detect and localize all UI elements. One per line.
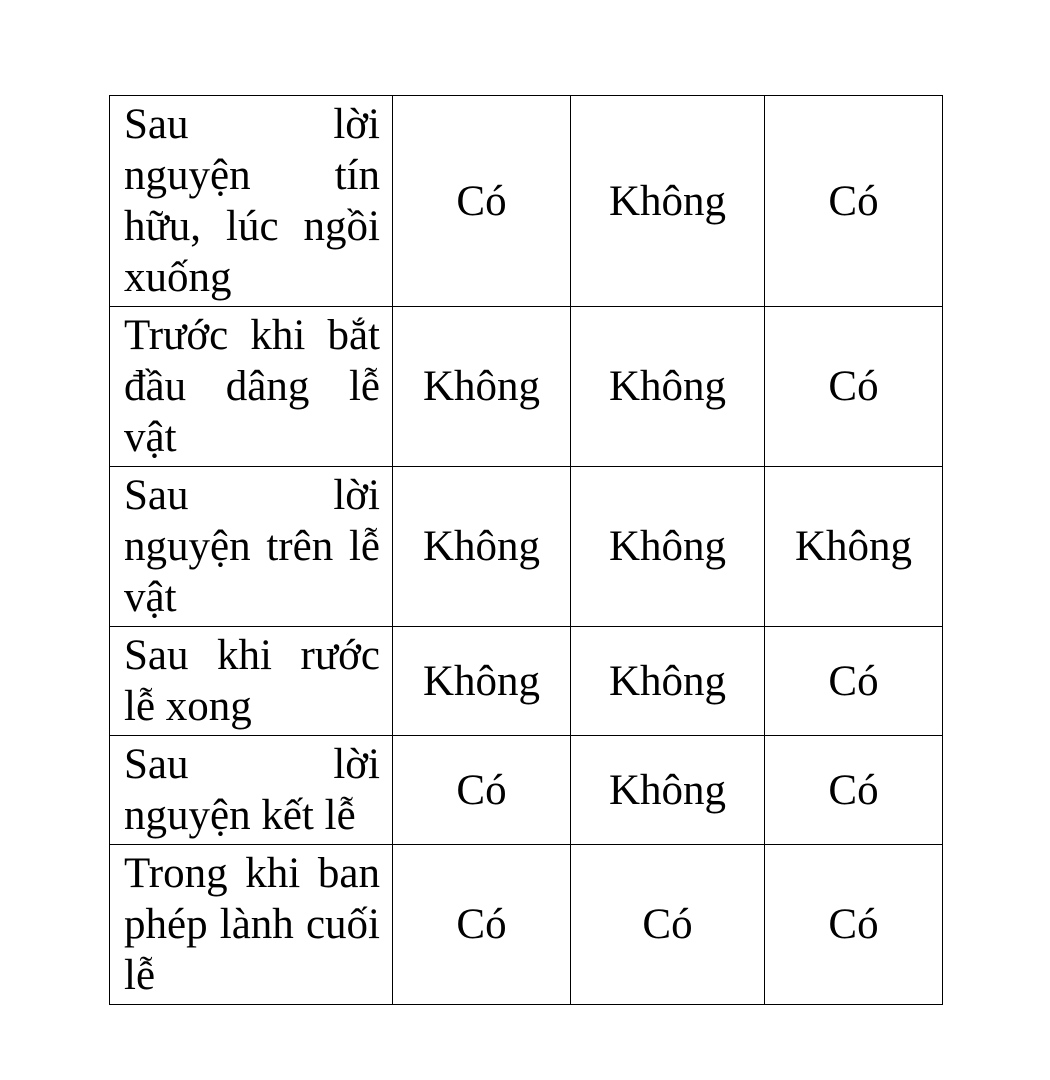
table-row [110,467,943,627]
document-table-container [109,95,943,1005]
table-row [110,307,943,467]
value-cell: Không [571,96,765,307]
row-label-cell: Sau khi rước lễ xong [110,627,393,736]
value-cell: Có [765,627,943,736]
row-label-cell: Sau lời nguyện tín hữu, lúc ngồi xuống [110,96,393,307]
value-cell: Có [393,736,571,845]
value-cell: Không [393,467,571,627]
comparison-table [109,95,943,1005]
value-cell: Có [765,736,943,845]
value-cell: Có [393,845,571,1005]
row-label-cell: Sau lời nguyện kết lễ [110,736,393,845]
value-cell: Có [765,845,943,1005]
table-row [110,736,943,845]
table-row [110,627,943,736]
row-label-cell: Trước khi bắt đầu dâng lễ vật [110,307,393,467]
value-cell: Có [571,845,765,1005]
table-row [110,96,943,307]
value-cell: Không [571,467,765,627]
value-cell: Không [571,627,765,736]
table-row [110,845,943,1005]
value-cell: Có [765,96,943,307]
value-cell: Không [393,627,571,736]
row-label-cell: Sau lời nguyện trên lễ vật [110,467,393,627]
value-cell: Không [765,467,943,627]
value-cell: Không [571,736,765,845]
value-cell: Không [571,307,765,467]
row-label-cell: Trong khi ban phép lành cuối lễ [110,845,393,1005]
value-cell: Không [393,307,571,467]
value-cell: Có [393,96,571,307]
value-cell: Có [765,307,943,467]
